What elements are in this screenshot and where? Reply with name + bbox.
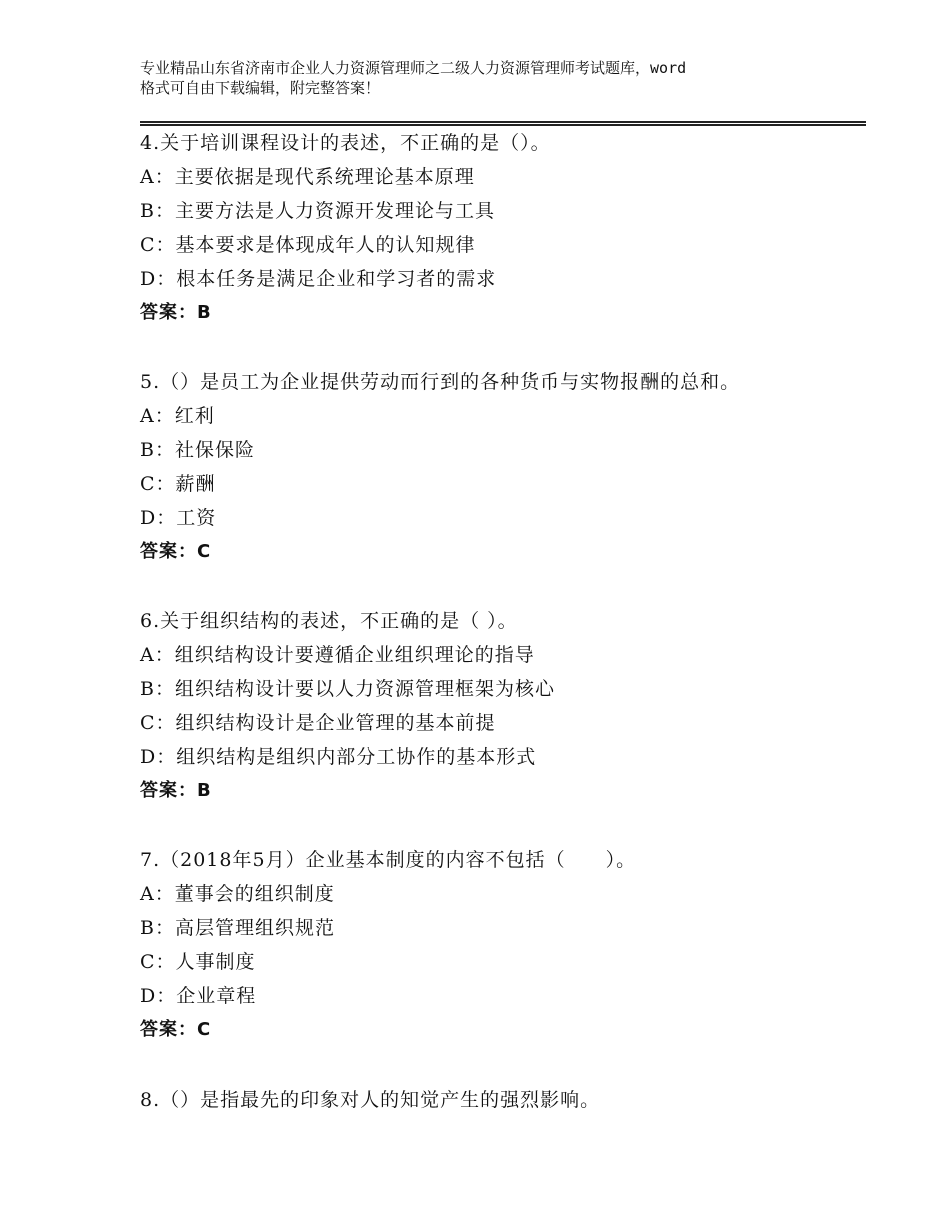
question-6 [140, 604, 860, 808]
option-d: D：根本任务是满足企业和学习者的需求 [140, 268, 497, 290]
option-a: A：红利 [140, 405, 215, 427]
answer-label: 答案：C [140, 1019, 212, 1040]
question-stem: 8.（）是指最先的印象对人的知觉产生的强烈影响。 [140, 1089, 601, 1111]
option-b: B：组织结构设计要以人力资源管理框架为核心 [140, 678, 555, 700]
question-4 [140, 126, 860, 330]
question-stem: 7.（2018年5月）企业基本制度的内容不包括（ ）。 [140, 849, 637, 871]
header-line-1: 专业精品山东省济南市企业人力资源管理师之二级人力资源管理师考试题库，word [140, 59, 687, 77]
header-line-2: 格式可自由下载编辑，附完整答案！ [140, 79, 381, 97]
option-d: D：工资 [140, 507, 217, 529]
option-d: D：组织结构是组织内部分工协作的基本形式 [140, 746, 537, 768]
option-a: A：主要依据是现代系统理论基本原理 [140, 166, 475, 188]
option-a: A：董事会的组织制度 [140, 883, 335, 905]
question-8 [140, 1083, 860, 1117]
question-stem: 5.（）是员工为企业提供劳动而行到的各种货币与实物报酬的总和。 [140, 371, 741, 393]
option-c: C：基本要求是体现成年人的认知规律 [140, 234, 476, 256]
header-rule-top [140, 121, 866, 123]
question-7 [140, 843, 860, 1047]
question-stem: 4.关于培训课程设计的表述，不正确的是（）。 [140, 132, 551, 154]
answer-label: 答案：B [140, 780, 212, 801]
option-b: B：高层管理组织规范 [140, 917, 335, 939]
option-c: C：组织结构设计是企业管理的基本前提 [140, 712, 496, 734]
option-d: D：企业章程 [140, 985, 257, 1007]
option-b: B：社保保险 [140, 439, 255, 461]
answer-label: 答案：C [140, 541, 212, 562]
option-c: C：薪酬 [140, 473, 216, 495]
question-stem: 6.关于组织结构的表述，不正确的是（ ）。 [140, 610, 518, 632]
option-a: A：组织结构设计要遵循企业组织理论的指导 [140, 644, 535, 666]
document-header [140, 58, 860, 98]
option-c: C：人事制度 [140, 951, 256, 973]
option-b: B：主要方法是人力资源开发理论与工具 [140, 200, 495, 222]
answer-label: 答案：B [140, 302, 212, 323]
question-5 [140, 365, 860, 569]
